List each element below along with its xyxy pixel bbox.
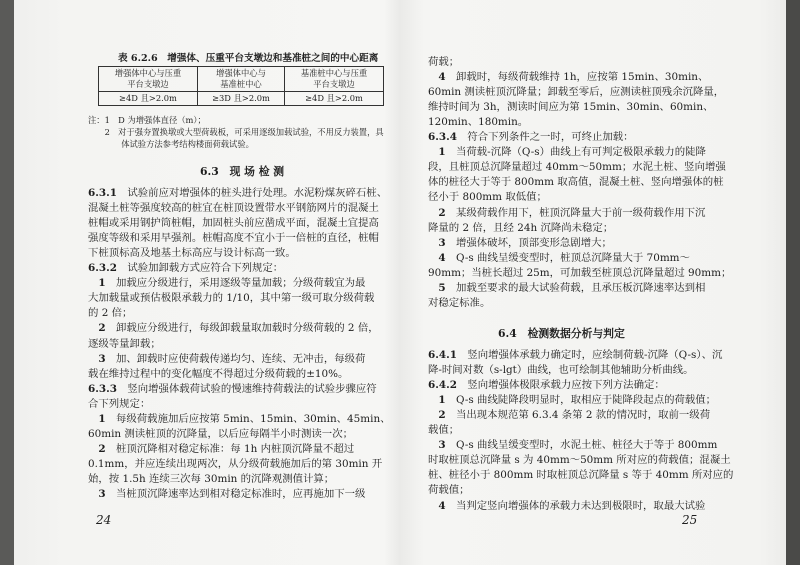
text-line: 120min、180min。 [428, 116, 529, 129]
text-line: 4 当判定竖向增强体的承载力未达到极限时，取最大试验 [428, 499, 706, 512]
clause-number: 3 [428, 236, 446, 249]
clause-number: 2 [88, 442, 106, 455]
text-line: 桩、桩径小于 800mm 时取桩顶总沉降量 s 等于 40mm 所对应的 [428, 469, 734, 482]
table-cell: ≥3D 且>2.0m [197, 92, 284, 106]
text-line: 始，按 1.5h 连续三次每 30min 的沉降观测值计算； [88, 472, 335, 485]
table-header-row [99, 67, 384, 92]
text-line: 载在维持过程中的变化幅度不得超过分级荷载的±10%。 [88, 367, 349, 380]
text-line: 混凝土桩等强度较高的桩宜在桩顶设置带水平钢筋网片的混凝土 [88, 202, 379, 215]
section-title-6-3: 6.3 现 场 检 测 [200, 165, 285, 178]
clause-number: 1 [428, 146, 446, 159]
clause-number: 6.3.1 [88, 187, 117, 199]
text-line: 维持时间为 3h，测读时间应为第 15min、30min、60min、 [428, 101, 714, 114]
text-line: 6.3.3 竖向增强体载荷试验的慢速维持荷载法的试验步骤应符 [88, 382, 377, 395]
text-line: 1 Q-s 曲线陡降段明显时，取相应于陡降段起点的荷载值； [428, 394, 717, 407]
text-line: 时取桩顶总沉降量 s 为 40mm～50mm 所对应的荷载值；混凝土 [428, 454, 731, 467]
scan-right-edge [786, 0, 800, 565]
text-line: 2 卸载应分级进行，每级卸载量取加载时分级荷载的 2 倍， [88, 322, 379, 335]
clause-number: 3 [88, 352, 106, 365]
clause-number: 4 [428, 251, 446, 264]
text-line: 3 当桩顶沉降速率达到相对稳定标准时，应再施加下一级 [88, 488, 366, 500]
text-line: 60min 测读桩顶的沉降量，以后应每隔半小时测读一次； [88, 427, 353, 440]
text-line: 6.4.1 竖向增强体承载力确定时，应绘制荷载-沉降（Q-s）、沉 [428, 349, 723, 361]
text-line: 6.3.2 试验加卸载方式应符合下列规定： [88, 262, 284, 275]
text-line: 6.4.2 竖向增强体极限承载力应按下列方法确定： [428, 379, 665, 392]
clause-number: 4 [428, 71, 446, 84]
scan-left-edge [0, 0, 14, 565]
text-line: 2 当出现本规范第 6.3.4 条第 2 款的情况时，取前一级荷 [428, 409, 711, 422]
text-line: 6.3.1 试验前应对增强体的桩头进行处理。水泥粉煤灰碎石桩、 [88, 187, 388, 199]
text-line: 1 当荷载-沉降（Q-s）曲线上有可判定极限承载力的陡降 [428, 146, 706, 159]
text-line: 对稳定标准。 [428, 296, 491, 309]
page-number-right: 25 [682, 513, 698, 527]
text-line: 6.3.4 符合下列条件之一时，可终止加载： [428, 131, 634, 144]
table-row [99, 92, 384, 106]
page-number-left: 24 [96, 513, 112, 527]
text-line: 3 增强体破坏，顶部变形急剧增大； [428, 236, 612, 249]
text-line: 降量的 2 倍，且经 24h 沉降尚未稳定； [428, 221, 614, 234]
text-line: 降-时间对数（s-lgt）曲线，也可绘制其他辅助分析曲线。 [428, 364, 694, 377]
clause-number: 4 [428, 499, 446, 512]
table-title: 表 6.2.6 增强体、压重平台支墩边和基准桩之间的中心距离 [118, 53, 379, 64]
text-line: 2 某级荷载作用下，桩顶沉降量大于前一级荷载作用下沉 [428, 206, 706, 219]
table-cell: ≥4D 且>2.0m [285, 92, 384, 106]
text-line: 强度等级和采用早强剂。桩帽高度不宜小于一倍桩的直径，桩帽 [88, 232, 379, 245]
text-line: 逐级等量卸载； [88, 337, 161, 350]
table-note: 体试验方法参考结构楼面荷载试验。 [88, 139, 254, 149]
text-line: 60min 测读桩顶沉降量；卸载至零后，应测读桩顶残余沉降量， [428, 86, 725, 99]
distance-table [98, 66, 384, 106]
clause-number: 6.3.4 [428, 131, 457, 144]
table-cell: ≥4D 且>2.0m [99, 92, 198, 106]
text-line: 4 卸载时，每级荷载维持 1h，应按第 15min、30min、 [428, 71, 709, 84]
clause-number: 6.4.2 [428, 379, 457, 392]
clause-number: 6.4.1 [428, 349, 457, 361]
clause-number: 2 [428, 206, 446, 219]
table-note: 2 对于强夯置换墩或大型荷载板，可采用逐级加载试验，不用反力装置，具 [88, 127, 384, 137]
table-header-cell: 增强体中心与压重 平台支墩边 [99, 67, 198, 92]
table-note: 注：1 D 为增强体直径（m）； [88, 115, 206, 125]
text-line: 合下列规定： [88, 397, 151, 410]
text-line: 1 加载应分级进行，采用逐级等量加载；分级荷载宜为最 [88, 277, 366, 290]
text-line: 4 Q-s 曲线呈缓变型时，桩顶总沉降量大于 70mm～ [428, 251, 690, 264]
text-line: 大加载量或预估极限承载力的 1/10，其中第一级可取分级荷载 [88, 292, 375, 305]
text-line: 90mm；当桩长超过 25m，可加载至桩顶总沉降量超过 90mm； [428, 266, 732, 279]
clause-number: 5 [428, 281, 446, 294]
text-line: 荷载； [428, 56, 460, 68]
text-line: 的 2 倍； [88, 307, 133, 320]
clause-number: 6.3.3 [88, 382, 117, 395]
text-line: 段，且桩顶总沉降量超过 40mm～50mm；水泥土桩、竖向增强 [428, 161, 726, 174]
table-header-cell: 基准桩中心与压重 平台支墩边 [285, 67, 384, 92]
text-line: 径小于 800mm 取低值； [428, 191, 547, 204]
text-line: 5 加载至要求的最大试验荷载，且承压板沉降速率达到相 [428, 281, 706, 294]
clause-number: 3 [428, 439, 446, 452]
text-line: 载值； [428, 424, 460, 437]
text-line: 2 桩顶沉降相对稳定标准：每 1h 内桩顶沉降量不超过 [88, 442, 355, 455]
clause-number: 1 [88, 412, 106, 425]
clause-number: 3 [88, 488, 106, 500]
text-line: 3 加、卸载时应使荷载传递均匀、连续、无冲击，每级荷 [88, 352, 366, 365]
text-line: 桩帽或采用钢护筒桩帽，加固桩头前应凿成平面，混凝土宜提高 [88, 217, 379, 230]
clause-number: 2 [88, 322, 106, 335]
text-line: 0.1mm，并应连续出现两次，从分级荷载施加后的第 30min 开 [88, 457, 383, 470]
text-line: 荷载值； [428, 484, 470, 497]
section-title-6-4: 6.4 检测数据分析与判定 [498, 327, 625, 340]
text-line: 1 每级荷载施加后应按第 5min、15min、30min、45min、 [88, 412, 391, 425]
text-line: 体的桩径大于等于 800mm 取高值，混凝土桩、竖向增强体的桩 [428, 176, 724, 189]
clause-number: 1 [88, 277, 106, 290]
clause-number: 2 [428, 409, 446, 422]
table-header-cell: 增强体中心与 基准桩中心 [197, 67, 284, 92]
clause-number: 6.3.2 [88, 262, 117, 275]
text-line: 3 Q-s 曲线呈缓变型时，水泥土桩、桩径大于等于 800mm [428, 439, 718, 452]
clause-number: 1 [428, 394, 446, 407]
text-line: 下桩顶标高及地基土标高应与设计标高一致。 [88, 247, 296, 260]
